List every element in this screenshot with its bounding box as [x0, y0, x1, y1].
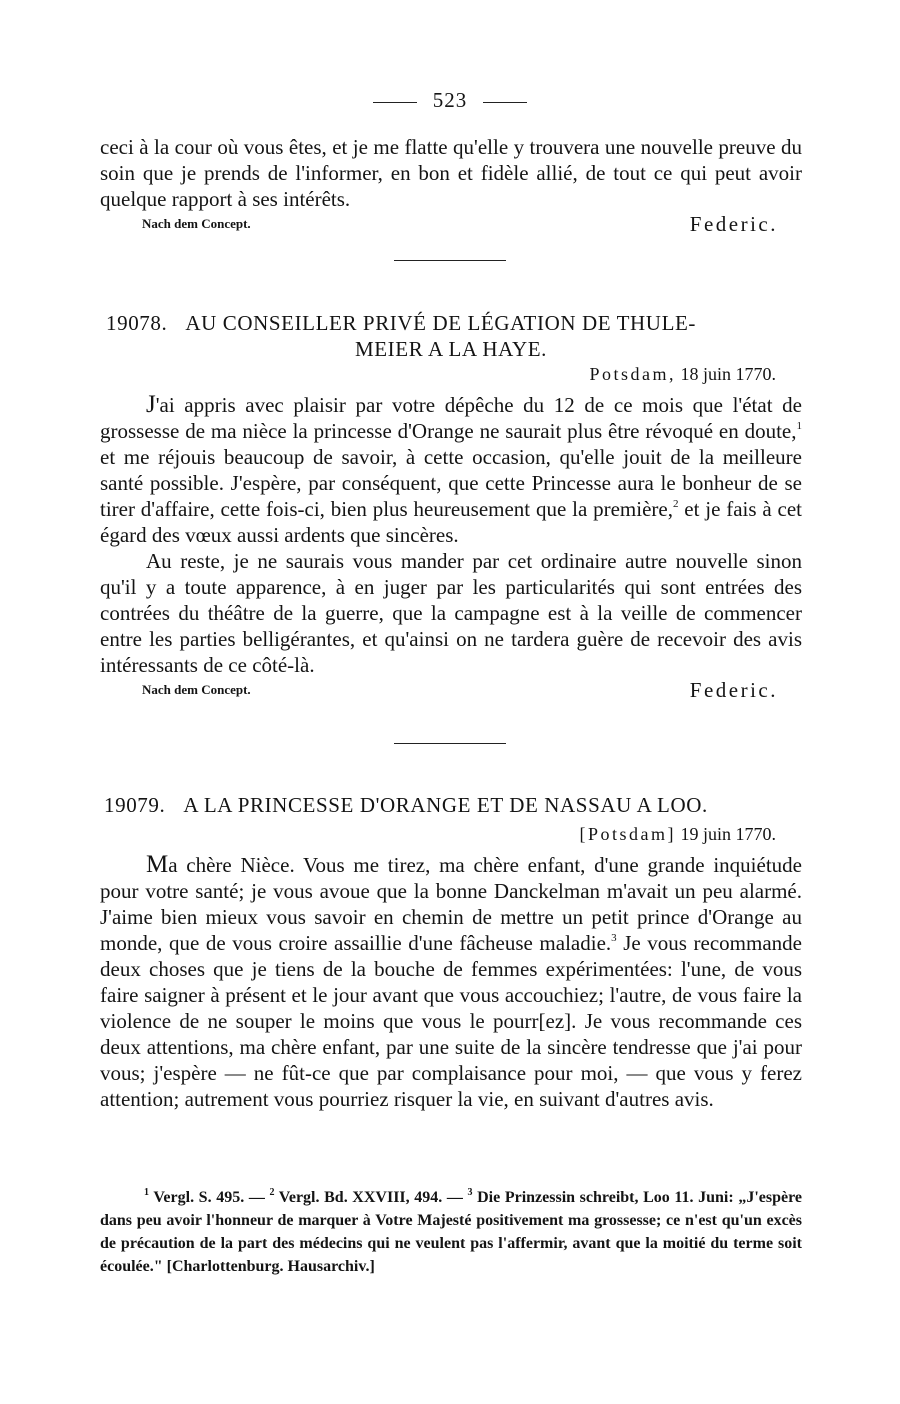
footnotes	[100, 1186, 802, 1278]
header-rule-left	[373, 102, 417, 103]
footnote-number: 2	[269, 1187, 275, 1198]
letter-heading-line2: MEIER A LA HAYE.	[354, 337, 547, 361]
letter-paragraph	[100, 852, 802, 1112]
previous-letter-closing	[100, 212, 802, 238]
section-divider	[394, 743, 506, 744]
page-header	[0, 88, 900, 113]
letter-19078-heading-cont	[100, 336, 802, 362]
signature: Federic.	[689, 212, 778, 236]
letter-paragraph	[100, 392, 802, 548]
date-text: 18 juin 1770.	[680, 364, 776, 384]
letter-19078-body	[100, 392, 802, 704]
footnote-content: Die Prinzessin schreibt, Loo 11. Juni: „J'espère dans peu avoir l'honneur de marquer à Votre Majesté positivement ma grossesse; ce n'est qu'un excès de précaution de la part des médecins qui ne veulent pas l'affermir, avant que la moitié du terme soit écoulée." [Charlottenburg. Hausarchiv.]	[100, 1189, 802, 1275]
header-rule-right	[483, 102, 527, 103]
drop-cap: J	[146, 391, 156, 418]
footnote-marker: 2	[672, 498, 679, 510]
letter-19078-closing	[100, 678, 802, 704]
footnote-marker: 1	[796, 420, 802, 432]
previous-letter-ending	[100, 134, 802, 238]
footnote-content: Vergl. S. 495. —	[149, 1189, 270, 1206]
date-text: 19 juin 1770.	[680, 824, 776, 844]
paragraph-text: et je fais à cet égard des vœux aussi ardents que sincères.	[100, 497, 802, 547]
date-place: [Potsdam]	[579, 824, 676, 844]
paragraph-text: a chère Nièce. Vous me tirez, ma chère enfant, d'une grande inquiétude pour votre santé; je vous avoue que la bonne Danckelman m'avait un peu alarmé. J'aime bien mieux vous savoir en chemin de mettre un petit prince d'Orange au monde, que de vous croire assaillie d'une fâcheuse maladie.	[100, 853, 802, 955]
paragraph-text: Je vous recommande deux choses que je tiens de la bouche de femmes expérimentées: l'une, de vous faire saigner à présent et le jour avant que vous accouchiez; l'autre, de vous faire la violence de ne souper le moins que vous le pourr[ez]. Je vous recommande ces deux attentions, ma chère enfant, par une suite de la sincère tendresse que j'ai pour vous; j'espère — ne fût-ce que par complaisance pour moi, — que vous y ferez attention; autrement vous pourriez risquer la vie, en suivant d'autres avis.	[100, 931, 802, 1111]
source-note: Nach dem Concept.	[142, 216, 251, 231]
footnote-number: 3	[467, 1187, 473, 1198]
paragraph-text: et me réjouis beaucoup de savoir, à cette occasion, qu'elle jouit de la meilleure santé possible. J'espère, par conséquent, que cette Princesse aura le bonheur de se tirer d'affaire, cette fois-ci, bien plus heureusement que la première,	[100, 445, 802, 521]
date-place: Potsdam,	[589, 364, 676, 384]
letter-heading-line1: AU CONSEILLER PRIVÉ DE LÉGATION DE THULE-	[185, 311, 697, 335]
footnote-content: Vergl. Bd. XXVIII, 494. —	[274, 1189, 468, 1206]
previous-letter-text: ceci à la cour où vous êtes, et je me flatte qu'elle y trouvera une nouvelle preuve du soin que je prends de l'informer, en bon et fidèle allié, de tout ce qui peut avoir quelque rapport à ses intérêts.	[100, 135, 802, 211]
letter-19079-dateline	[579, 824, 776, 845]
letter-19078-dateline	[589, 364, 776, 385]
section-divider	[394, 260, 506, 261]
letter-number: 19078.	[106, 311, 168, 335]
letter-number: 19079.	[104, 793, 166, 817]
page-number: 523	[432, 88, 468, 112]
footnote-marker: 3	[611, 932, 617, 944]
source-note: Nach dem Concept.	[142, 682, 251, 697]
paragraph-text: 'ai appris avec plaisir par votre dépêche du 12 de ce mois que l'état de grossesse de ma nièce la princesse d'Orange ne saurait plus être révoqué en doute,	[100, 393, 802, 443]
letter-19078-heading	[106, 310, 796, 336]
footnote-text	[100, 1186, 802, 1278]
letter-paragraph: Au reste, je ne saurais vous mander par cet ordinaire autre nouvelle sinon qu'il y a toute apparence, à en juger par les particularités qui sont entrées des contrées du théâtre de la guerre, que la campagne est à la veille de commencer entre les parties belligérantes, et qu'ainsi on ne tardera guère de recevoir des avis intéressants de ce côté-là.	[100, 549, 802, 677]
letter-19079-heading	[104, 792, 804, 818]
footnote-number: 1	[144, 1187, 149, 1198]
signature: Federic.	[689, 678, 778, 702]
letter-heading: A LA PRINCESSE D'ORANGE ET DE NASSAU A LOO.	[183, 793, 708, 817]
letter-19079-body	[100, 852, 802, 1112]
drop-cap: M	[146, 851, 169, 878]
